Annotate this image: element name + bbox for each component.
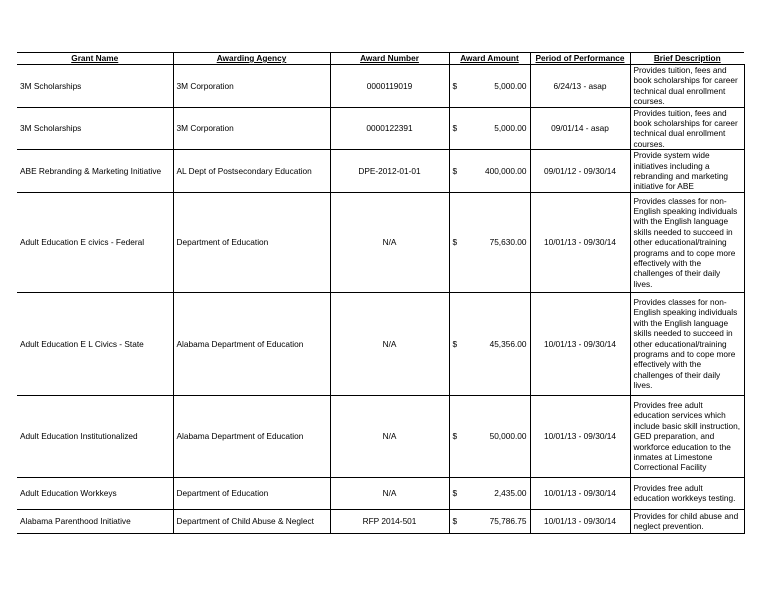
amount-value: 5,000.00	[494, 123, 527, 134]
period-cell: 09/01/14 - asap	[530, 107, 630, 150]
award-number-cell: N/A	[330, 192, 449, 292]
award-amount-cell	[449, 292, 530, 395]
amount-value: 75,786.75	[489, 516, 527, 527]
award-number-cell: DPE-2012-01-01	[330, 150, 449, 193]
agency-cell: AL Dept of Postsecondary Education	[173, 150, 330, 193]
table-row	[17, 292, 744, 395]
agency-cell: 3M Corporation	[173, 107, 330, 150]
agency-cell: Alabama Department of Education	[173, 395, 330, 477]
description-cell: Provide system wide initiatives including a rebranding and marketing initiative for ABE	[630, 150, 744, 193]
award-amount-cell	[449, 192, 530, 292]
currency-symbol: $	[452, 237, 458, 248]
description-cell: Provides free adult education workkeys testing.	[630, 477, 744, 509]
table-row	[17, 150, 744, 193]
period-cell: 09/01/12 - 09/30/14	[530, 150, 630, 193]
description-cell: Provides classes for non-English speaking individuals with the English language skills needed to succeed in other educational/training programs and to cope more effectively with the challenges of their daily lives.	[630, 192, 744, 292]
agency-cell: Department of Education	[173, 192, 330, 292]
header-award-number: Award Number	[330, 53, 449, 65]
period-cell: 10/01/13 - 09/30/14	[530, 292, 630, 395]
description-cell: Provides free adult education services which include basic skill instruction, GED preparation, and workforce education to the inmates at Limestone Correctional Facility	[630, 395, 744, 477]
amount-value: 5,000.00	[494, 80, 527, 91]
award-number-cell: 0000122391	[330, 107, 449, 150]
award-number-cell: N/A	[330, 395, 449, 477]
grant-name-cell: Adult Education E civics - Federal	[17, 192, 173, 292]
currency-symbol: $	[452, 123, 458, 134]
award-amount-cell	[449, 509, 530, 533]
amount-value: 400,000.00	[484, 165, 527, 176]
grant-name-cell: 3M Scholarships	[17, 107, 173, 150]
description-cell: Provides tuition, fees and book scholarships for career technical dual enrollment courses.	[630, 107, 744, 150]
grant-name-cell: Alabama Parenthood Initiative	[17, 509, 173, 533]
currency-symbol: $	[452, 165, 458, 176]
table-row	[17, 192, 744, 292]
table-row	[17, 477, 744, 509]
description-cell: Provides tuition, fees and book scholarships for career technical dual enrollment courses.	[630, 65, 744, 108]
currency-symbol: $	[452, 80, 458, 91]
agency-cell: Department of Education	[173, 477, 330, 509]
currency-symbol: $	[452, 338, 458, 349]
grant-name-cell: ABE Rebranding & Marketing Initiative	[17, 150, 173, 193]
agency-cell: Department of Child Abuse & Neglect	[173, 509, 330, 533]
award-amount-cell	[449, 107, 530, 150]
description-cell: Provides classes for non-English speaking individuals with the English language skills needed to succeed in other educational/training programs and to cope more effectively with the challenges of their daily lives.	[630, 292, 744, 395]
award-amount-cell	[449, 150, 530, 193]
grant-name-cell: 3M Scholarships	[17, 65, 173, 108]
award-amount-cell	[449, 395, 530, 477]
grant-name-cell: Adult Education Institutionalized	[17, 395, 173, 477]
grant-name-cell: Adult Education Workkeys	[17, 477, 173, 509]
currency-symbol: $	[452, 488, 458, 499]
header-period: Period of Performance	[530, 53, 630, 65]
agency-cell: Alabama Department of Education	[173, 292, 330, 395]
period-cell: 10/01/13 - 09/30/14	[530, 509, 630, 533]
award-number-cell: 0000119019	[330, 65, 449, 108]
currency-symbol: $	[452, 431, 458, 442]
table-row	[17, 107, 744, 150]
award-number-cell: RFP 2014-501	[330, 509, 449, 533]
award-number-cell: N/A	[330, 477, 449, 509]
table-row	[17, 65, 744, 108]
agency-cell: 3M Corporation	[173, 65, 330, 108]
award-amount-cell	[449, 65, 530, 108]
currency-symbol: $	[452, 516, 458, 527]
amount-value: 75,630.00	[489, 237, 527, 248]
table-row	[17, 395, 744, 477]
grants-table	[17, 52, 745, 534]
award-amount-cell	[449, 477, 530, 509]
description-cell: Provides for child abuse and neglect prevention.	[630, 509, 744, 533]
header-grant-name: Grant Name	[17, 53, 173, 65]
header-description: Brief Description	[630, 53, 744, 65]
amount-value: 45,356.00	[489, 338, 527, 349]
grant-name-cell: Adult Education E L Civics - State	[17, 292, 173, 395]
period-cell: 10/01/13 - 09/30/14	[530, 477, 630, 509]
period-cell: 10/01/13 - 09/30/14	[530, 395, 630, 477]
period-cell: 6/24/13 - asap	[530, 65, 630, 108]
period-cell: 10/01/13 - 09/30/14	[530, 192, 630, 292]
amount-value: 50,000.00	[489, 431, 527, 442]
amount-value: 2,435.00	[494, 488, 527, 499]
header-awarding-agency: Awarding Agency	[173, 53, 330, 65]
award-number-cell: N/A	[330, 292, 449, 395]
header-award-amount: Award Amount	[449, 53, 530, 65]
header-row	[17, 53, 744, 65]
table-row	[17, 509, 744, 533]
